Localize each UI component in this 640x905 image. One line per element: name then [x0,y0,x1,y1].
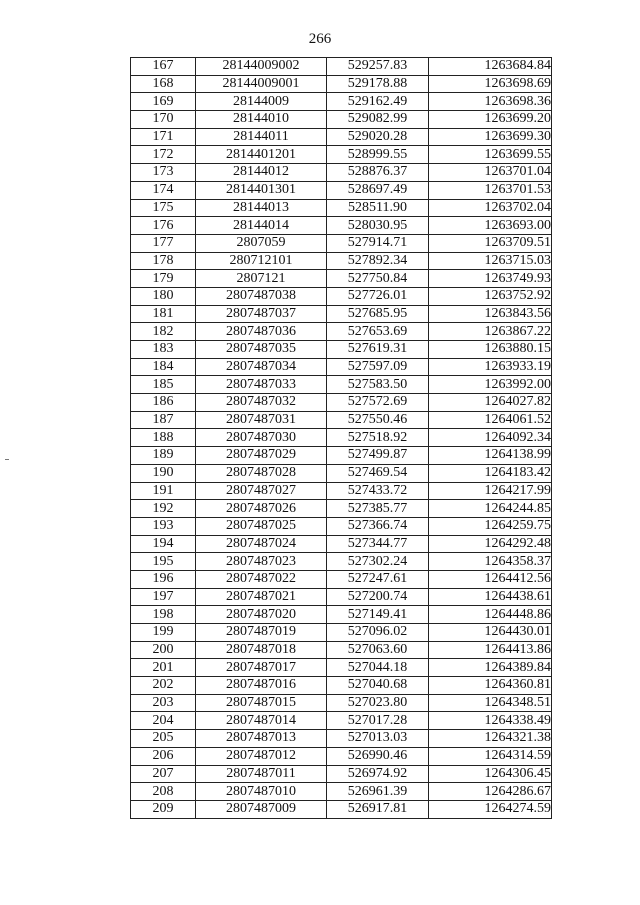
y-coordinate-cell: 1264389.84 [429,659,552,677]
point-id-cell: 2807059 [196,234,327,252]
point-id-cell: 2807487015 [196,694,327,712]
y-coordinate-cell: 1263698.69 [429,75,552,93]
y-coordinate-cell: 1263701.53 [429,181,552,199]
table-row [131,800,552,818]
table-row [131,341,552,359]
x-coordinate-cell: 529082.99 [327,111,429,129]
x-coordinate-cell: 527892.34 [327,252,429,270]
point-id-cell: 2807487024 [196,535,327,553]
x-coordinate-cell: 527385.77 [327,500,429,518]
table-row [131,464,552,482]
point-number-cell: 186 [131,394,196,412]
x-coordinate-cell: 526990.46 [327,747,429,765]
point-id-cell: 280712101 [196,252,327,270]
table-row [131,146,552,164]
point-number-cell: 169 [131,93,196,111]
y-coordinate-cell: 1264183.42 [429,464,552,482]
x-coordinate-cell: 526961.39 [327,783,429,801]
y-coordinate-cell: 1264259.75 [429,517,552,535]
y-coordinate-cell: 1263992.00 [429,376,552,394]
x-coordinate-cell: 527247.61 [327,570,429,588]
point-number-cell: 168 [131,75,196,93]
table-row [131,199,552,217]
x-coordinate-cell: 527726.01 [327,287,429,305]
y-coordinate-cell: 1264438.61 [429,588,552,606]
page-number: 266 [308,31,332,47]
point-number-cell: 207 [131,765,196,783]
x-coordinate-cell: 527040.68 [327,677,429,695]
table-row [131,765,552,783]
table-row [131,606,552,624]
point-number-cell: 202 [131,677,196,695]
point-id-cell: 2807487038 [196,287,327,305]
point-number-cell: 172 [131,146,196,164]
point-id-cell: 2807487030 [196,429,327,447]
y-coordinate-cell: 1264321.38 [429,730,552,748]
point-id-cell: 2807487020 [196,606,327,624]
point-number-cell: 197 [131,588,196,606]
point-number-cell: 179 [131,270,196,288]
y-coordinate-cell: 1263749.93 [429,270,552,288]
point-id-cell: 2807487014 [196,712,327,730]
point-id-cell: 2807487010 [196,783,327,801]
point-number-cell: 175 [131,199,196,217]
y-coordinate-cell: 1263684.84 [429,58,552,76]
point-id-cell: 2807487032 [196,394,327,412]
point-id-cell: 2807487019 [196,624,327,642]
y-coordinate-cell: 1263702.04 [429,199,552,217]
point-id-cell: 2807487036 [196,323,327,341]
table-row [131,252,552,270]
x-coordinate-cell: 528876.37 [327,164,429,182]
table-row [131,411,552,429]
coordinates-table-body [131,58,552,819]
table-row [131,58,552,76]
point-number-cell: 196 [131,570,196,588]
table-row [131,429,552,447]
table-row [131,376,552,394]
point-number-cell: 200 [131,641,196,659]
point-id-cell: 2807487025 [196,517,327,535]
x-coordinate-cell: 527013.03 [327,730,429,748]
table-row [131,128,552,146]
table-row [131,694,552,712]
table-row [131,181,552,199]
y-coordinate-cell: 1264138.99 [429,447,552,465]
y-coordinate-cell: 1263715.03 [429,252,552,270]
table-row [131,217,552,235]
y-coordinate-cell: 1264338.49 [429,712,552,730]
table-row [131,394,552,412]
x-coordinate-cell: 527499.87 [327,447,429,465]
point-id-cell: 2807487037 [196,305,327,323]
y-coordinate-cell: 1263701.04 [429,164,552,182]
y-coordinate-cell: 1263698.36 [429,93,552,111]
x-coordinate-cell: 527366.74 [327,517,429,535]
point-number-cell: 167 [131,58,196,76]
point-id-cell: 2807487017 [196,659,327,677]
point-number-cell: 171 [131,128,196,146]
y-coordinate-cell: 1263693.00 [429,217,552,235]
point-id-cell: 28144010 [196,111,327,129]
table-row [131,730,552,748]
point-number-cell: 194 [131,535,196,553]
point-number-cell: 192 [131,500,196,518]
point-number-cell: 183 [131,341,196,359]
y-coordinate-cell: 1263843.56 [429,305,552,323]
point-number-cell: 174 [131,181,196,199]
y-coordinate-cell: 1263867.22 [429,323,552,341]
table-row [131,783,552,801]
table-row [131,553,552,571]
point-number-cell: 178 [131,252,196,270]
point-id-cell: 2807487034 [196,358,327,376]
coordinates-table [130,57,552,819]
y-coordinate-cell: 1264413.86 [429,641,552,659]
point-number-cell: 189 [131,447,196,465]
y-coordinate-cell: 1264244.85 [429,500,552,518]
point-number-cell: 203 [131,694,196,712]
point-id-cell: 2807487023 [196,553,327,571]
point-number-cell: 188 [131,429,196,447]
table-row [131,323,552,341]
x-coordinate-cell: 527017.28 [327,712,429,730]
point-number-cell: 201 [131,659,196,677]
point-id-cell: 28144012 [196,164,327,182]
point-number-cell: 204 [131,712,196,730]
x-coordinate-cell: 527750.84 [327,270,429,288]
point-number-cell: 209 [131,800,196,818]
table-row [131,570,552,588]
x-coordinate-cell: 527653.69 [327,323,429,341]
table-row [131,234,552,252]
table-row [131,93,552,111]
x-coordinate-cell: 529162.49 [327,93,429,111]
point-number-cell: 206 [131,747,196,765]
point-number-cell: 187 [131,411,196,429]
y-coordinate-cell: 1264092.34 [429,429,552,447]
table-row [131,270,552,288]
table-row [131,111,552,129]
y-coordinate-cell: 1264348.51 [429,694,552,712]
point-number-cell: 208 [131,783,196,801]
y-coordinate-cell: 1264360.81 [429,677,552,695]
point-id-cell: 2807487016 [196,677,327,695]
point-id-cell: 2807487018 [196,641,327,659]
y-coordinate-cell: 1263699.55 [429,146,552,164]
y-coordinate-cell: 1263933.19 [429,358,552,376]
point-number-cell: 181 [131,305,196,323]
x-coordinate-cell: 527550.46 [327,411,429,429]
point-id-cell: 2807487027 [196,482,327,500]
y-coordinate-cell: 1263709.51 [429,234,552,252]
scan-speck [5,459,9,460]
point-id-cell: 28144009 [196,93,327,111]
table-row [131,641,552,659]
point-id-cell: 2807487021 [196,588,327,606]
y-coordinate-cell: 1264430.01 [429,624,552,642]
x-coordinate-cell: 529178.88 [327,75,429,93]
point-id-cell: 2807487012 [196,747,327,765]
table-row [131,517,552,535]
x-coordinate-cell: 526917.81 [327,800,429,818]
point-number-cell: 182 [131,323,196,341]
x-coordinate-cell: 527344.77 [327,535,429,553]
y-coordinate-cell: 1263752.92 [429,287,552,305]
point-id-cell: 28144013 [196,199,327,217]
table-row [131,712,552,730]
table-row [131,624,552,642]
point-number-cell: 199 [131,624,196,642]
point-number-cell: 173 [131,164,196,182]
y-coordinate-cell: 1263699.20 [429,111,552,129]
table-row [131,535,552,553]
y-coordinate-cell: 1264358.37 [429,553,552,571]
point-id-cell: 2807487035 [196,341,327,359]
x-coordinate-cell: 527200.74 [327,588,429,606]
table-row [131,482,552,500]
y-coordinate-cell: 1264292.48 [429,535,552,553]
x-coordinate-cell: 528030.95 [327,217,429,235]
point-id-cell: 28144009001 [196,75,327,93]
x-coordinate-cell: 527044.18 [327,659,429,677]
point-number-cell: 195 [131,553,196,571]
x-coordinate-cell: 529020.28 [327,128,429,146]
x-coordinate-cell: 527914.71 [327,234,429,252]
point-number-cell: 184 [131,358,196,376]
x-coordinate-cell: 527583.50 [327,376,429,394]
point-id-cell: 2807487022 [196,570,327,588]
point-number-cell: 185 [131,376,196,394]
table-row [131,659,552,677]
point-id-cell: 28144009002 [196,58,327,76]
point-id-cell: 2807487029 [196,447,327,465]
x-coordinate-cell: 529257.83 [327,58,429,76]
table-row [131,164,552,182]
point-number-cell: 180 [131,287,196,305]
y-coordinate-cell: 1264412.56 [429,570,552,588]
point-id-cell: 2814401301 [196,181,327,199]
point-number-cell: 205 [131,730,196,748]
point-id-cell: 2807487028 [196,464,327,482]
point-id-cell: 28144014 [196,217,327,235]
x-coordinate-cell: 527572.69 [327,394,429,412]
table-row [131,305,552,323]
x-coordinate-cell: 527063.60 [327,641,429,659]
x-coordinate-cell: 527302.24 [327,553,429,571]
y-coordinate-cell: 1264314.59 [429,747,552,765]
y-coordinate-cell: 1264217.99 [429,482,552,500]
table-row [131,747,552,765]
table-row [131,447,552,465]
table-row [131,500,552,518]
y-coordinate-cell: 1264306.45 [429,765,552,783]
y-coordinate-cell: 1264027.82 [429,394,552,412]
x-coordinate-cell: 527433.72 [327,482,429,500]
table-row [131,588,552,606]
point-id-cell: 2807121 [196,270,327,288]
x-coordinate-cell: 528511.90 [327,199,429,217]
point-id-cell: 2807487013 [196,730,327,748]
point-number-cell: 176 [131,217,196,235]
table-row [131,75,552,93]
point-number-cell: 190 [131,464,196,482]
point-id-cell: 28144011 [196,128,327,146]
point-number-cell: 193 [131,517,196,535]
point-id-cell: 2807487009 [196,800,327,818]
x-coordinate-cell: 527518.92 [327,429,429,447]
point-id-cell: 2807487011 [196,765,327,783]
x-coordinate-cell: 527469.54 [327,464,429,482]
point-number-cell: 177 [131,234,196,252]
y-coordinate-cell: 1264061.52 [429,411,552,429]
x-coordinate-cell: 527685.95 [327,305,429,323]
y-coordinate-cell: 1264448.86 [429,606,552,624]
point-number-cell: 198 [131,606,196,624]
x-coordinate-cell: 528999.55 [327,146,429,164]
y-coordinate-cell: 1264286.67 [429,783,552,801]
table-row [131,677,552,695]
point-id-cell: 2807487033 [196,376,327,394]
y-coordinate-cell: 1264274.59 [429,800,552,818]
point-number-cell: 170 [131,111,196,129]
point-number-cell: 191 [131,482,196,500]
point-id-cell: 2807487026 [196,500,327,518]
x-coordinate-cell: 528697.49 [327,181,429,199]
x-coordinate-cell: 527619.31 [327,341,429,359]
table-row [131,287,552,305]
point-id-cell: 2807487031 [196,411,327,429]
point-id-cell: 2814401201 [196,146,327,164]
x-coordinate-cell: 527149.41 [327,606,429,624]
x-coordinate-cell: 527597.09 [327,358,429,376]
table-row [131,358,552,376]
x-coordinate-cell: 526974.92 [327,765,429,783]
x-coordinate-cell: 527023.80 [327,694,429,712]
x-coordinate-cell: 527096.02 [327,624,429,642]
y-coordinate-cell: 1263880.15 [429,341,552,359]
y-coordinate-cell: 1263699.30 [429,128,552,146]
